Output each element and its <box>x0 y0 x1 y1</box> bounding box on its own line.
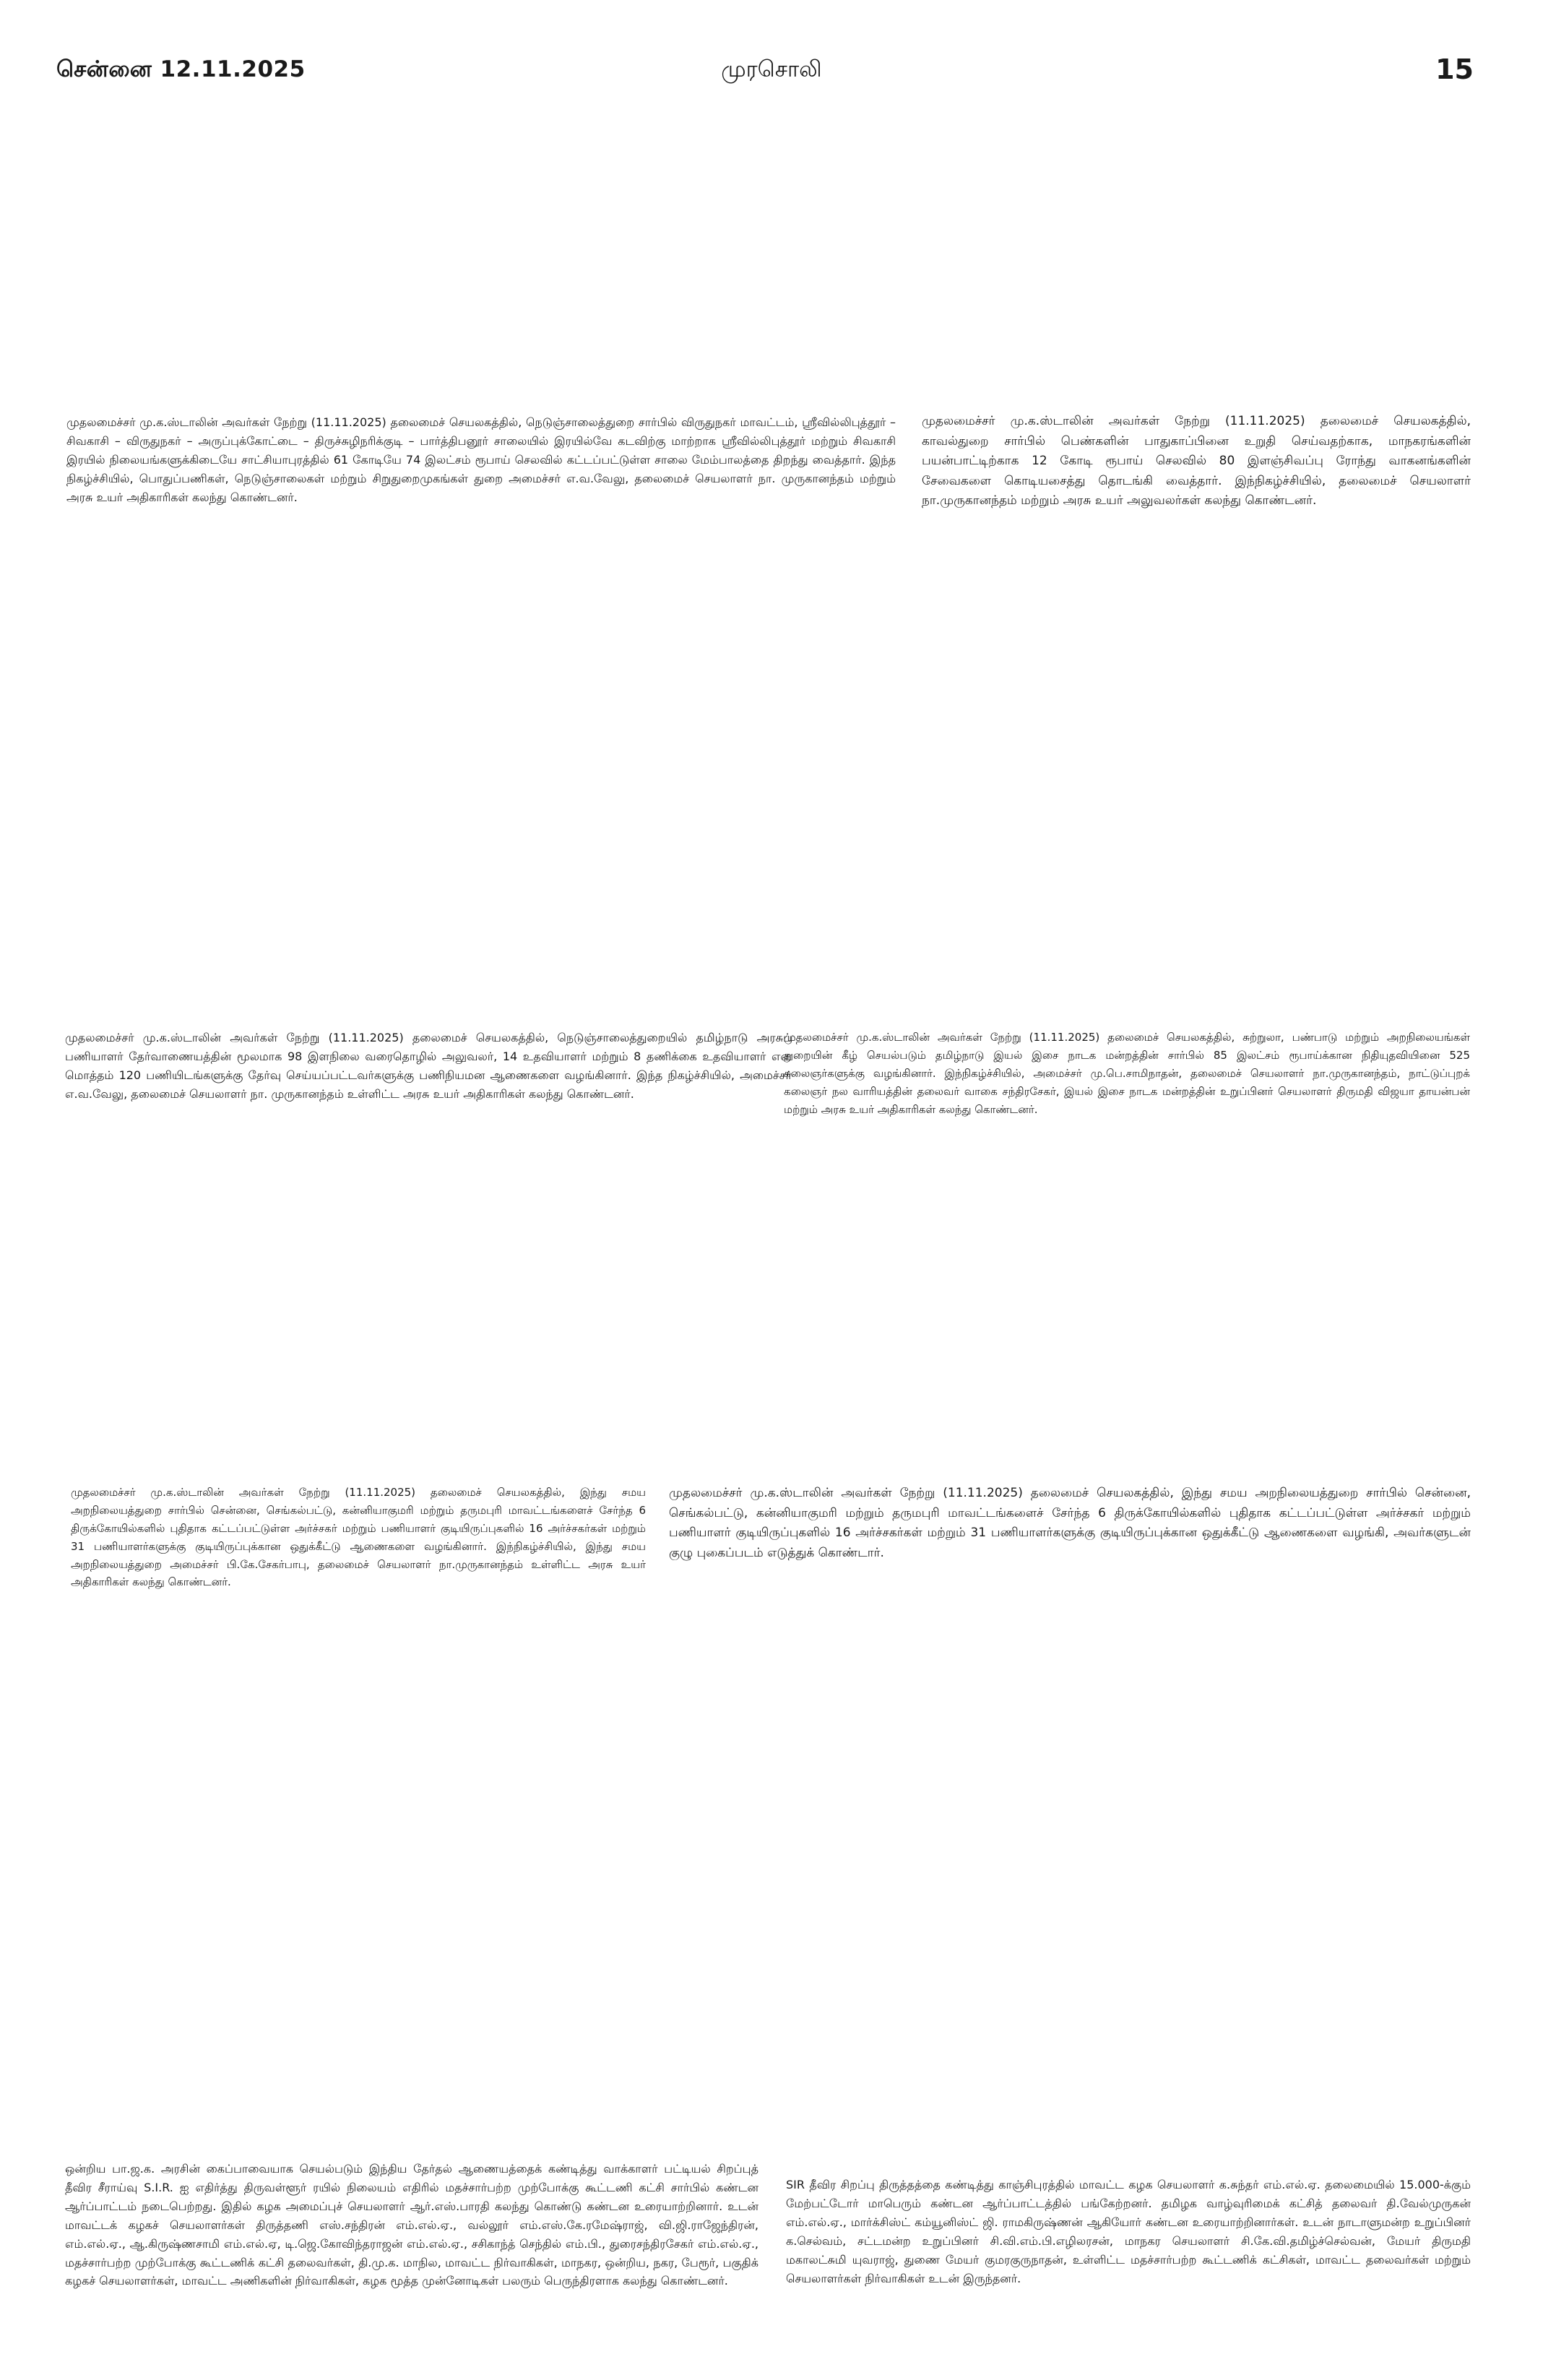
photo-caption: முதலமைச்சர் மு.க.ஸ்டாலின் அவர்கள் நேற்று (11.11.2025) தலைமைச் செயலகத்தில், சுற்றுலா, பண்பாடு மற்றும் அறநிலையங்கள் துறையின் கீழ் செயல்படும் தமிழ்நாடு இயல் இசை நாடக மன்றத்தின் சார்பில் 85 இலட்சம் ரூபாய்க்கான நிதியுதவியினை 525 கலைஞர்களுக்கு வழங்கினார். இந்நிகழ்ச்சியில், அமைச்சர் மு.பெ.சாமிநாதன், தலைமைச் செயலாளர் நா.முருகானந்தம், நாட்டுப்புறக் கலைஞர் நல வாரியத்தின் தலைவர் வாகை சந்திரசேகர், இயல் இசை நாடக மன்றத்தின் உறுப்பினர் செயலாளர் திருமதி விஜயா தாயன்பன் மற்றும் அரசு உயர் அதிகாரிகள் கலந்து கொண்டனர். <box>784 1031 1470 1116</box>
photo-slot-2 <box>922 101 1471 404</box>
photo-caption: முதலமைச்சர் மு.க.ஸ்டாலின் அவர்கள் நேற்று (11.11.2025) தலைமைச் செயலகத்தில், காவல்துறை சார்பில் பெண்களின் பாதுகாப்பினை உறுதி செய்வதற்காக, மாநகரங்களின் பயன்பாட்டிற்காக 12 கோடி ரூபாய் செலவில் 80 இளஞ்சிவப்பு ரோந்து வாகனங்களின் சேவைகளை கொடியசைத்து தொடங்கி வைத்தார். இந்நிகழ்ச்சியில், தலைமைச் செயலாளர் நா.முருகானந்தம் மற்றும் அரசு உயர் அலுவலர்கள் கலந்து கொண்டனர். <box>922 414 1471 509</box>
photo-caption: முதலமைச்சர் மு.க.ஸ்டாலின் அவர்கள் நேற்று (11.11.2025) தலைமைச் செயலகத்தில், நெடுஞ்சாலைத்துறை சார்பில் விருதுநகர் மாவட்டம், ஸ்ரீவில்லிபுத்தூர் – சிவகாசி – விருதுநகர் – அருப்புக்கோட்டை – திருச்சுழிநரிக்குடி – பார்த்திபனூர் சாலையில் இரயில்வே கடவிற்கு மாற்றாக ஸ்ரீவில்லிபுத்தூர் மற்றும் சிவகாசி இரயில் நிலையங்களுக்கிடையே சாட்சியாபுரத்தில் 61 கோடியே 74 இலட்சம் ரூபாய் செலவில் கட்டப்பட்டுள்ள சாலை மேம்பாலத்தை திறந்து வைத்தார். இந்த நிகழ்ச்சியில், பொதுப்பணிகள், நெடுஞ்சாலைகள் மற்றும் சிறுதுறைமுகங்கள் துறை அமைச்சர் எ.வ.வேலு, தலைமைச் செயலாளர் நா. முருகானந்தம் மற்றும் அரசு உயர் அதிகாரிகள் கலந்து கொண்டனர். <box>66 415 896 504</box>
photo-caption: ஒன்றிய பா.ஜ.க. அரசின் கைப்பாவையாக செயல்படும் இந்திய தேர்தல் ஆணையத்தைக் கண்டித்து வாக்காளர் பட்டியல் சிறப்புத் தீவிர சீராய்வு S.I.R. ஐ எதிர்த்து திருவள்ளூர் ரயில் நிலையம் எதிரில் மதச்சார்பற்ற முற்போக்கு கூட்டணி கட்சி சார்பில் கண்டன ஆர்ப்பாட்டம் நடைபெற்றது. இதில் கழக அமைப்புச் செயலாளர் ஆர்.எஸ்.பாரதி கலந்து கொண்டு கண்டன உரையாற்றினார். உடன் மாவட்டக் கழகச் செயலாளர்கள் திருத்தணி எஸ்.சந்திரன் எம்.எல்.ஏ., வல்லூர் எம்.எஸ்.கே.ரமேஷ்ராஜ், வி.ஜி.ராஜேந்திரன், எம்.எல்.ஏ., ஆ.கிருஷ்ணசாமி எம்.எல்.ஏ, டி.ஜெ.கோவிந்தராஜன் எம்.எல்.ஏ., சசிகாந்த் செந்தில் எம்.பி., துரைசந்திரசேகர் எம்.எல்.ஏ., மதச்சார்பற்ற முற்போக்கு கூட்டணிக் கட்சி தலைவர்கள், தி.மு.க. மாநில, மாவட்ட நிர்வாகிகள், மாநகர, ஒன்றிய, நகர, பேரூர், பகுதிக் கழகச் செயலாளர்கள், மாவட்ட அணிகளின் நிர்வாகிகள், கழக மூத்த முன்னோடிகள் பலரும் பெருந்திரளாக கலந்து கொண்டனர். <box>65 2162 759 2288</box>
photo-caption: SIR தீவிர சிறப்பு திருத்தத்தை கண்டித்து காஞ்சிபுரத்தில் மாவட்ட கழக செயலாளர் க.சுந்தர் எம்.எல்.ஏ. தலைமையில் 15.000-க்கும் மேற்பட்டோர் மாபெரும் கண்டன ஆர்ப்பாட்டத்தில் பங்கேற்றனர். தமிழக வாழ்வுரிமைக் கட்சித் தலைவர் தி.வேல்முருகன் எம்.எல்.ஏ., மார்க்சிஸ்ட் கம்யூனிஸ்ட் ஜி. ராமகிருஷ்ணன் ஆகியோர் கண்டன உரையாற்றினார்கள். உடன் நாடாளுமன்ற உறுப்பினர் க.செல்வம், சட்டமன்ற உறுப்பினர் சி.வி.எம்.பி.எழிலரசன், மாநகர செயலாளர் சி.கே.வி.தமிழ்ச்செல்வன், மேயர் திருமதி மகாலட்சுமி யுவராஜ், துணை மேயர் குமரகுருநாதன், உள்ளிட்ட மதச்சார்பற்ற கூட்டணிக் கட்சிகள், மாவட்ட தலைவர்கள் மற்றும் செயலாளர்கள் நிர்வாகிகள் உடன் இருந்தனர். <box>786 2178 1471 2285</box>
edition-date: சென்னை 12.11.2025 <box>56 56 306 82</box>
photo-caption: முதலமைச்சர் மு.க.ஸ்டாலின் அவர்கள் நேற்று (11.11.2025) தலைமைச் செயலகத்தில், இந்து சமய அறநிலையத்துறை சார்பில் சென்னை, செங்கல்பட்டு, கன்னியாகுமரி மற்றும் தருமபுரி மாவட்டங்களைச் சேர்ந்த 6 திருக்கோயில்களில் புதிதாக கட்டப்பட்டுள்ள அர்ச்சகர் மற்றும் பணியாளர் குடியிருப்புகளில் 16 அர்ச்சகர்கள் மற்றும் 31 பணியாளர்களுக்கு குடியிருப்புக்கான ஒதுக்கீட்டு ஆணைகளை வழங்கி, அவர்களுடன் குழு புகைப்படம் எடுத்துக் கொண்டார். <box>669 1486 1471 1560</box>
page-header <box>0 0 1543 94</box>
photo-caption: முதலமைச்சர் மு.க.ஸ்டாலின் அவர்கள் நேற்று (11.11.2025) தலைமைச் செயலகத்தில், நெடுஞ்சாலைத்துறையில் தமிழ்நாடு அரசுப் பணியாளர் தேர்வாணையத்தின் மூலமாக 98 இளநிலை வரைதொழில் அலுவலர், 14 உதவியாளர் மற்றும் 8 தணிக்கை உதவியாளர் என மொத்தம் 120 பணியிடங்களுக்கு தேர்வு செய்யப்பட்டவர்களுக்கு பணிநியமன ஆணைகளை வழங்கினார். இந்த நிகழ்ச்சியில், அமைச்சர் எ.வ.வேலு, தலைமைச் செயலாளர் நா. முருகானந்தம் உள்ளிட்ட அரசு உயர் அதிகாரிகள் கலந்து கொண்டனர். <box>65 1031 792 1101</box>
masthead: முரசொலி <box>721 56 822 82</box>
page-number: 15 <box>1435 53 1474 85</box>
photo-caption: முதலமைச்சர் மு.க.ஸ்டாலின் அவர்கள் நேற்று (11.11.2025) தலைமைச் செயலகத்தில், இந்து சமய அறநிலையத்துறை சார்பில் சென்னை, செங்கல்பட்டு, கன்னியாகுமரி மற்றும் தருமபுரி மாவட்டங்களைச் சேர்ந்த 6 திருக்கோயில்களில் புதிதாக கட்டப்பட்டுள்ள அர்ச்சகர் மற்றும் பணியாளர் குடியிருப்புகளில் 16 அர்ச்சகர்கள் மற்றும் 31 பணியாளர்களுக்கு குடியிருப்புக்கான ஒதுக்கீட்டு ஆணைகளை வழங்கினார். இந்நிகழ்ச்சியில், இந்து சமய அறநிலையத்துறை அமைச்சர் பி.கே.சேகர்பாபு, தலைமைச் செயலாளர் நா.முருகானந்தம் உள்ளிட்ட அரசு உயர் அதிகாரிகள் கலந்து கொண்டனர். <box>71 1486 646 1589</box>
photo-slot-1 <box>66 101 760 404</box>
